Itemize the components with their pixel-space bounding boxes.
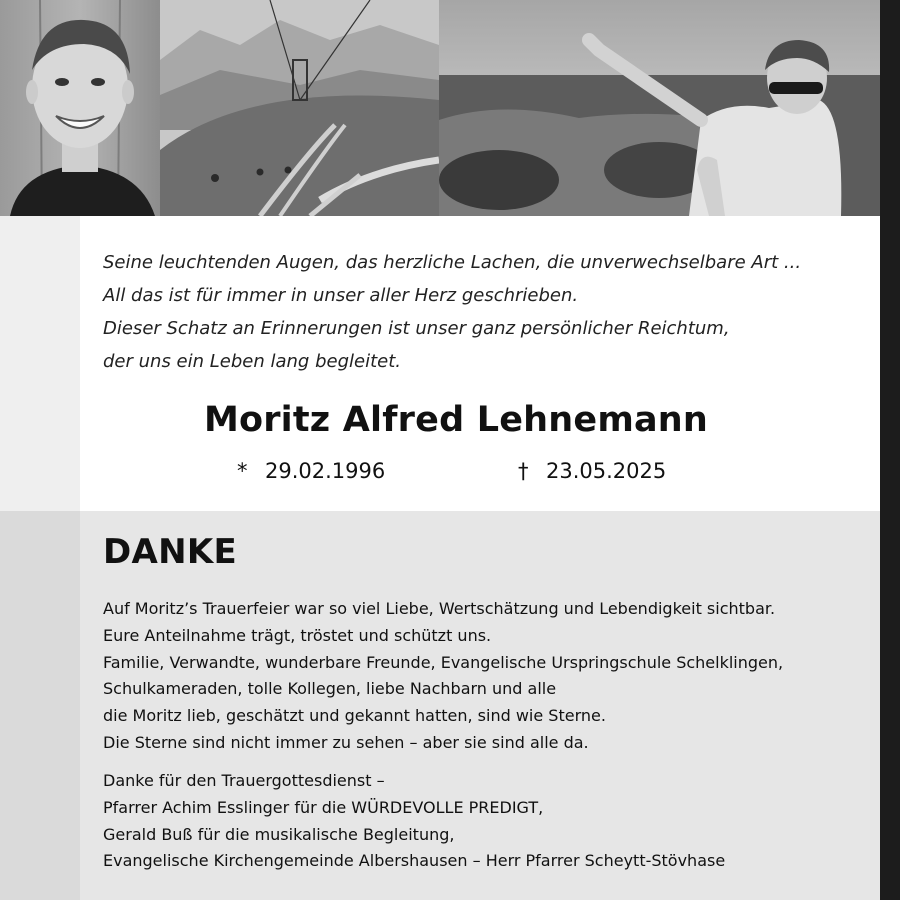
photo-strip [0, 0, 880, 216]
thanks-line: Danke für den Trauergottesdienst – [103, 771, 385, 790]
quote-line: Seine leuchtenden Augen, das herzliche Lachen, die unverwechselbare Art ... [103, 252, 802, 273]
birth-date: 29.02.1996 [265, 459, 386, 483]
mountain-photo [160, 0, 439, 216]
thanks-line: Pfarrer Achim Esslinger für die WÜRDEVOLLE PREDIGT, [103, 797, 544, 817]
thanks-line: Evangelische Kirchengemeinde Albershausen – Herr Pfarrer Scheytt-Stövhase [103, 851, 726, 871]
portrait-photo [0, 0, 160, 216]
thanks-heading: DANKE [103, 532, 238, 572]
quote-line: All das ist für immer in unser aller Herz geschrieben. [103, 285, 579, 306]
sunset-pointing-photo [439, 0, 880, 216]
quote-line: der uns ein Leben lang begleitet. [103, 351, 401, 372]
left-frame-bar [0, 216, 80, 511]
birth-symbol: * [237, 459, 248, 483]
thanks-line: Eure Anteilnahme trägt, tröstet und schützt uns. [103, 625, 492, 645]
death-date: 23.05.2025 [546, 459, 667, 483]
memorial-quote [103, 246, 863, 378]
deceased-name: Moritz Alfred Lehnemann [203, 400, 709, 440]
thanks-line: die Moritz lieb, geschätzt und gekannt hatten, sind wie Sterne. [103, 706, 606, 726]
thanks-line: Auf Moritz’s Trauerfeier war so viel Liebe, Wertschätzung und Lebendigkeit sichtbar. [103, 599, 776, 618]
right-frame-bar [880, 0, 900, 900]
thanks-line: Schulkameraden, tolle Kollegen, liebe Nachbarn und alle [103, 679, 557, 699]
thanks-line: Familie, Verwandte, wunderbare Freunde, Evangelische Urspringschule Schelklingen, [103, 652, 784, 672]
thanks-line: Die Sterne sind nicht immer zu sehen – aber sie sind alle da. [103, 732, 589, 752]
thanks-paragraph [103, 596, 783, 757]
quote-line: Dieser Schatz an Erinnerungen ist unser ganz persönlicher Reichtum, [103, 318, 730, 339]
birth-date-line [237, 459, 385, 483]
cross-icon: † [518, 459, 529, 483]
service-thanks-paragraph [103, 768, 725, 875]
death-date-line [518, 459, 666, 483]
thanks-line: Gerald Buß für die musikalische Begleitung, [103, 824, 455, 844]
